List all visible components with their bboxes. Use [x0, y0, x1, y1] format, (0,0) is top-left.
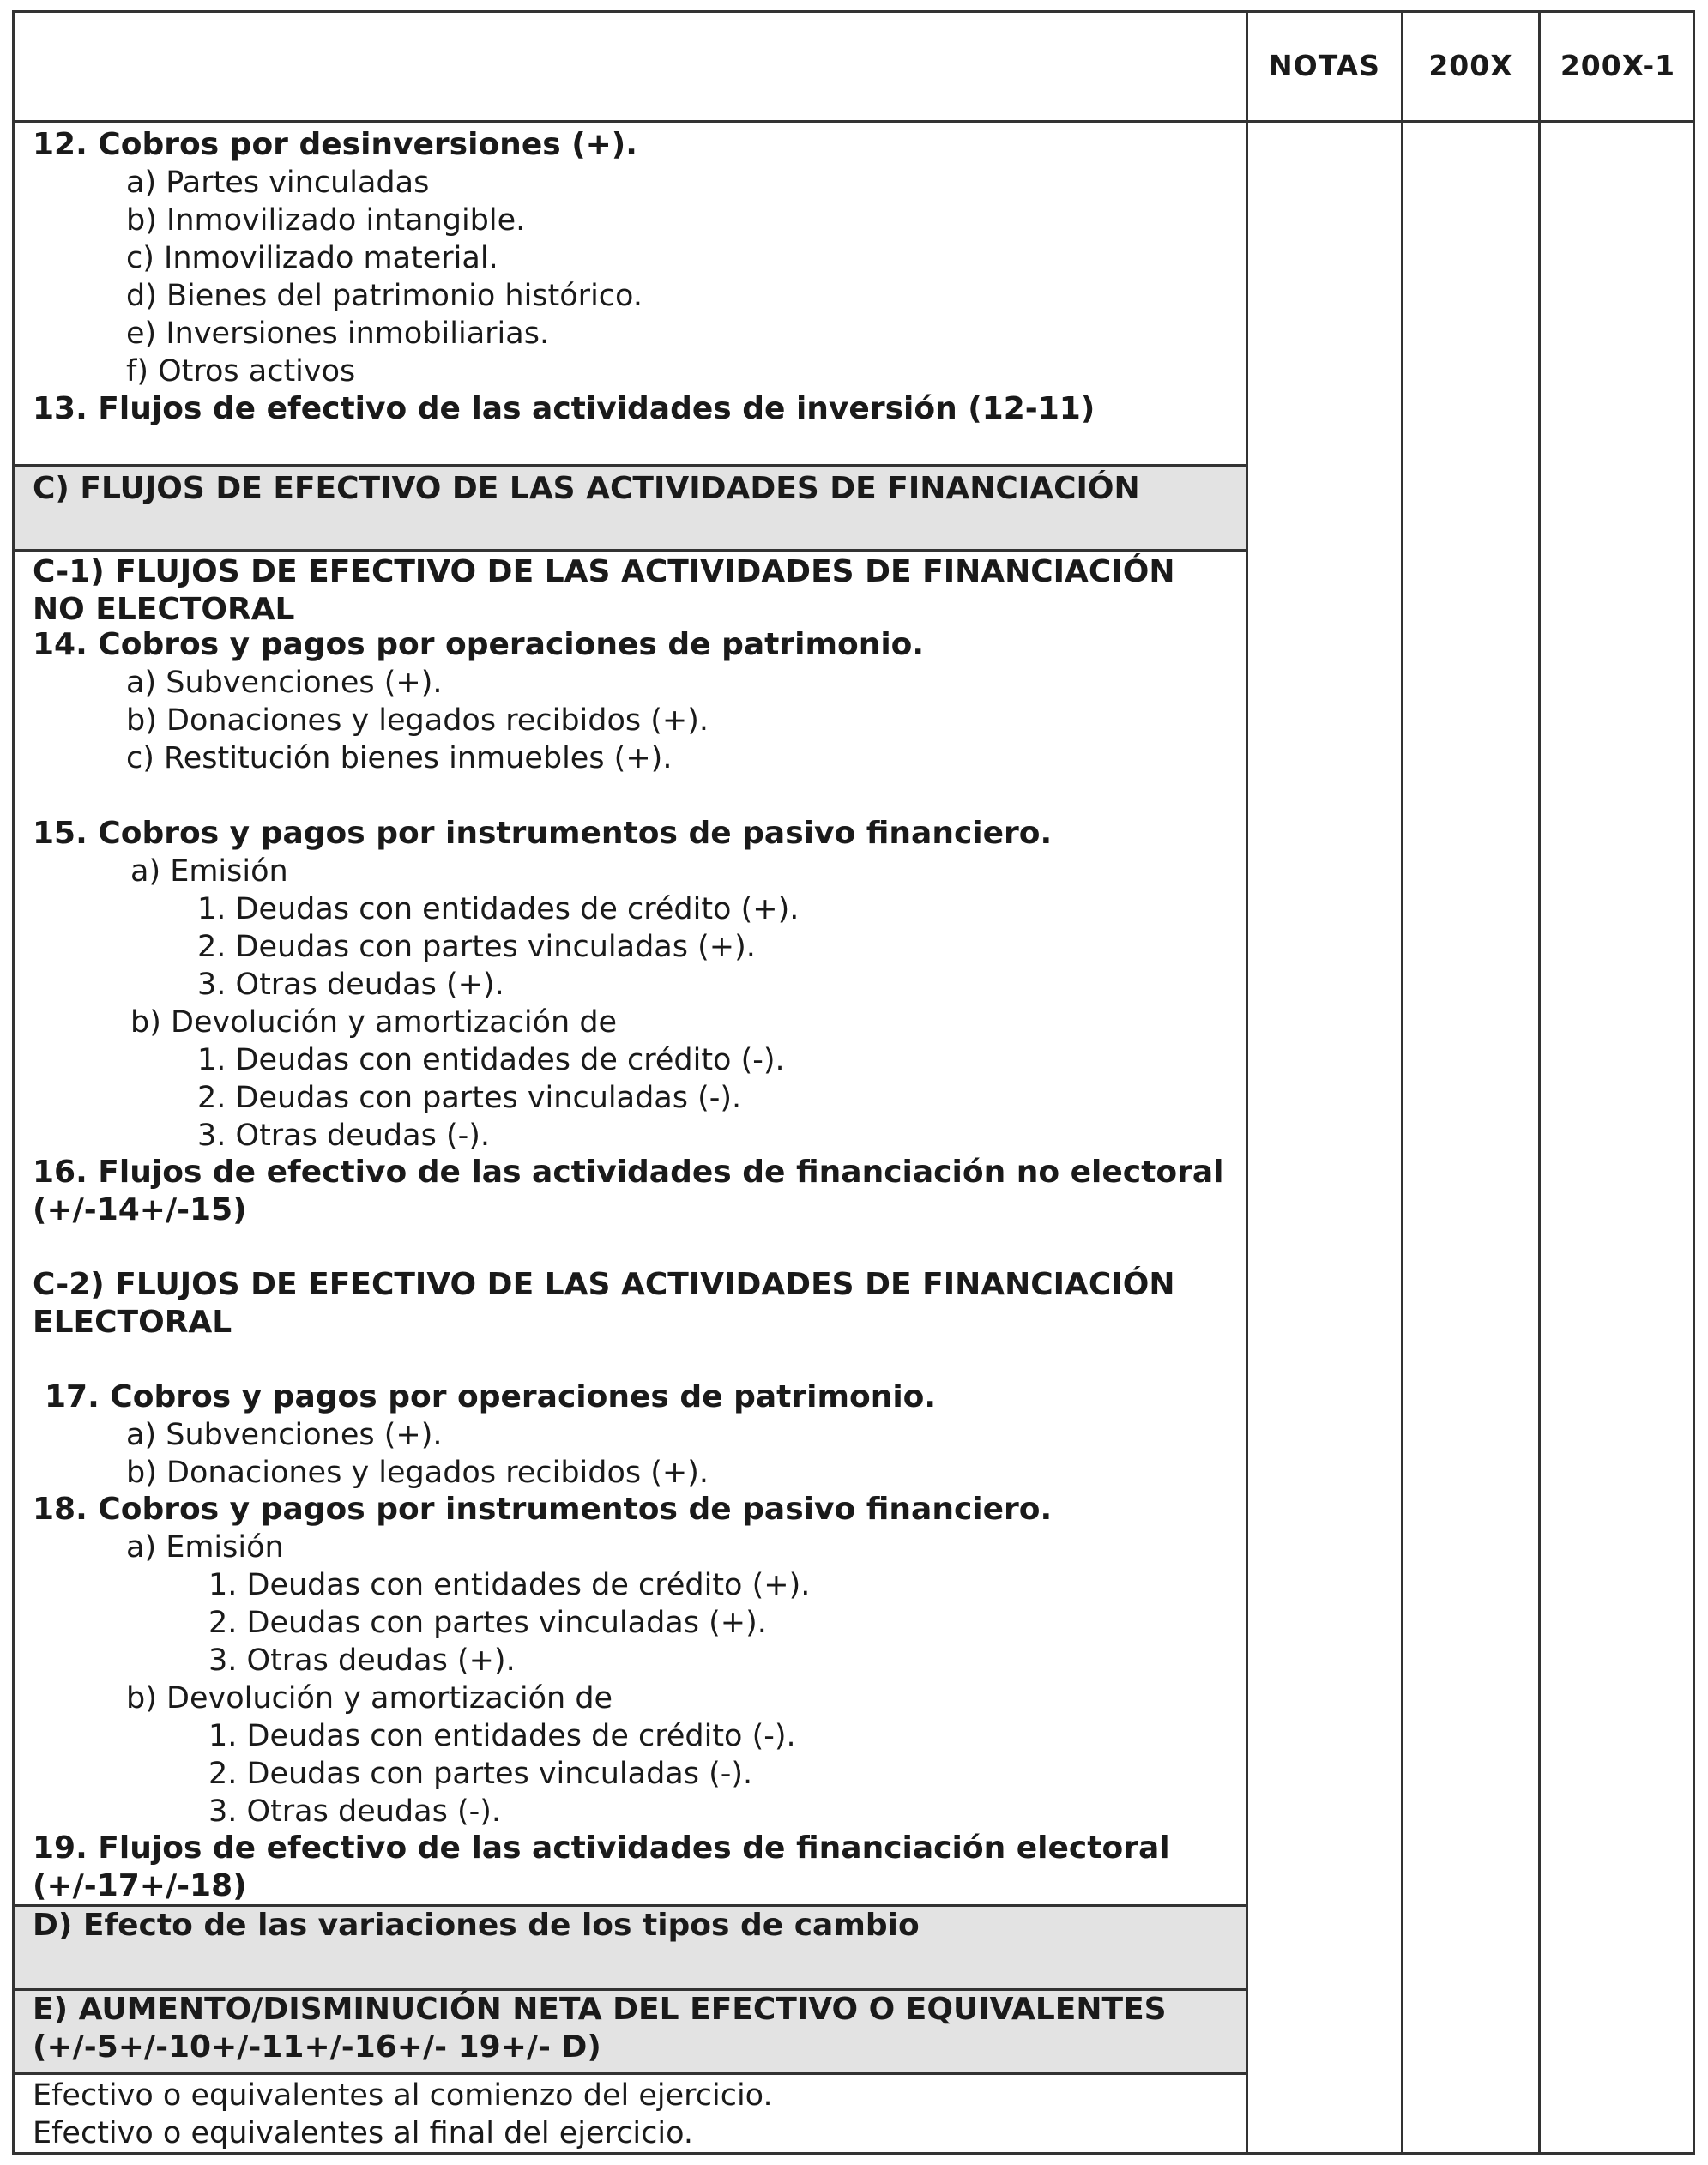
- header-200x-1: 200X-1: [1560, 48, 1676, 82]
- item-14-c: c) Restitución bienes inmuebles (+).: [126, 741, 673, 775]
- item-15-b1: 1. Deudas con entidades de crédito (-).: [197, 1043, 785, 1077]
- rule-after-section-c: [12, 549, 1247, 552]
- item-15-b3: 3. Otras deudas (-).: [197, 1119, 491, 1153]
- item-15-b2: 2. Deudas con partes vinculadas (-).: [197, 1081, 742, 1115]
- item-12-a: a) Partes vinculadas: [126, 166, 430, 200]
- item-16-line1: 16. Flujos de efectivo de las actividades de financiación no electoral: [33, 1155, 1224, 1190]
- column-divider-200x: [1401, 10, 1403, 2155]
- header-200x: 200X: [1428, 48, 1513, 82]
- item-17-a: a) Subvenciones (+).: [126, 1418, 443, 1452]
- item-17-b: b) Donaciones y legados recibidos (+).: [126, 1456, 709, 1490]
- item-12-e: e) Inversiones inmobiliarias.: [126, 317, 550, 351]
- item-18-a: a) Emisión: [126, 1530, 284, 1565]
- item-14-a: a) Subvenciones (+).: [126, 666, 443, 700]
- item-15-a: a) Emisión: [130, 854, 288, 889]
- section-e-title-line1: E) AUMENTO/DISMINUCIÓN NETA DEL EFECTIVO O EQUIVALENTES: [33, 1992, 1167, 2027]
- footer-end-balance: Efectivo o equivalentes al final del ejercicio.: [33, 2116, 694, 2150]
- item-15-b: b) Devolución y amortización de: [130, 1005, 618, 1040]
- header-notas: NOTAS: [1269, 48, 1380, 82]
- item-18-a2: 2. Deudas con partes vinculadas (+).: [208, 1606, 767, 1640]
- item-12-b: b) Inmovilizado intangible.: [126, 203, 526, 238]
- header-bottom-rule: [12, 120, 1695, 123]
- item-18-b: b) Devolución y amortización de: [126, 1681, 613, 1716]
- section-c1-title-line2: NO ELECTORAL: [33, 592, 295, 627]
- item-15-a3: 3. Otras deudas (+).: [197, 968, 504, 1002]
- section-c2-title-line2: ELECTORAL: [33, 1305, 232, 1340]
- item-14-b: b) Donaciones y legados recibidos (+).: [126, 703, 709, 738]
- item-15-a1: 1. Deudas con entidades de crédito (+).: [197, 892, 800, 926]
- rule-before-footer: [12, 2072, 1247, 2075]
- item-12-f: f) Otros activos: [126, 354, 356, 389]
- item-18-b2: 2. Deudas con partes vinculadas (-).: [208, 1757, 753, 1791]
- section-e-title-line2: (+/-5+/-10+/-11+/-16+/- 19+/- D): [33, 2029, 601, 2065]
- item-17-title: 17. Cobros y pagos por operaciones de patrimonio.: [45, 1379, 937, 1414]
- item-14-title: 14. Cobros y pagos por operaciones de patrimonio.: [33, 627, 925, 662]
- item-15-a2: 2. Deudas con partes vinculadas (+).: [197, 930, 756, 964]
- item-18-a3: 3. Otras deudas (+).: [208, 1643, 516, 1678]
- item-18-b3: 3. Otras deudas (-).: [208, 1794, 502, 1829]
- column-divider-200x-1: [1538, 10, 1541, 2155]
- item-13: 13. Flujos de efectivo de las actividades de inversión (12-11): [33, 391, 1095, 426]
- item-18-a1: 1. Deudas con entidades de crédito (+).: [208, 1568, 811, 1602]
- footer-start-balance: Efectivo o equivalentes al comienzo del ejercicio.: [33, 2078, 773, 2113]
- item-18-b1: 1. Deudas con entidades de crédito (-).: [208, 1719, 796, 1753]
- section-c1-title-line1: C-1) FLUJOS DE EFECTIVO DE LAS ACTIVIDADES DE FINANCIACIÓN: [33, 554, 1175, 589]
- section-d-title: D) Efecto de las variaciones de los tipos de cambio: [33, 1908, 920, 1943]
- rule-before-section-c: [12, 464, 1247, 467]
- section-c-title: C) FLUJOS DE EFECTIVO DE LAS ACTIVIDADES DE FINANCIACIÓN: [33, 471, 1140, 506]
- item-18-title: 18. Cobros y pagos por instrumentos de pasivo financiero.: [33, 1492, 1053, 1527]
- item-19-line2: (+/-17+/-18): [33, 1868, 247, 1903]
- item-12-c: c) Inmovilizado material.: [126, 241, 498, 275]
- section-c2-title-line1: C-2) FLUJOS DE EFECTIVO DE LAS ACTIVIDADES DE FINANCIACIÓN: [33, 1267, 1175, 1302]
- column-divider-notas: [1246, 10, 1248, 2155]
- item-12-title: 12. Cobros por desinversiones (+).: [33, 127, 637, 162]
- item-12-d: d) Bienes del patrimonio histórico.: [126, 279, 643, 313]
- item-16-line2: (+/-14+/-15): [33, 1192, 247, 1227]
- item-15-title: 15. Cobros y pagos por instrumentos de pasivo financiero.: [33, 816, 1053, 851]
- item-19-line1: 19. Flujos de efectivo de las actividades de financiación electoral: [33, 1830, 1170, 1866]
